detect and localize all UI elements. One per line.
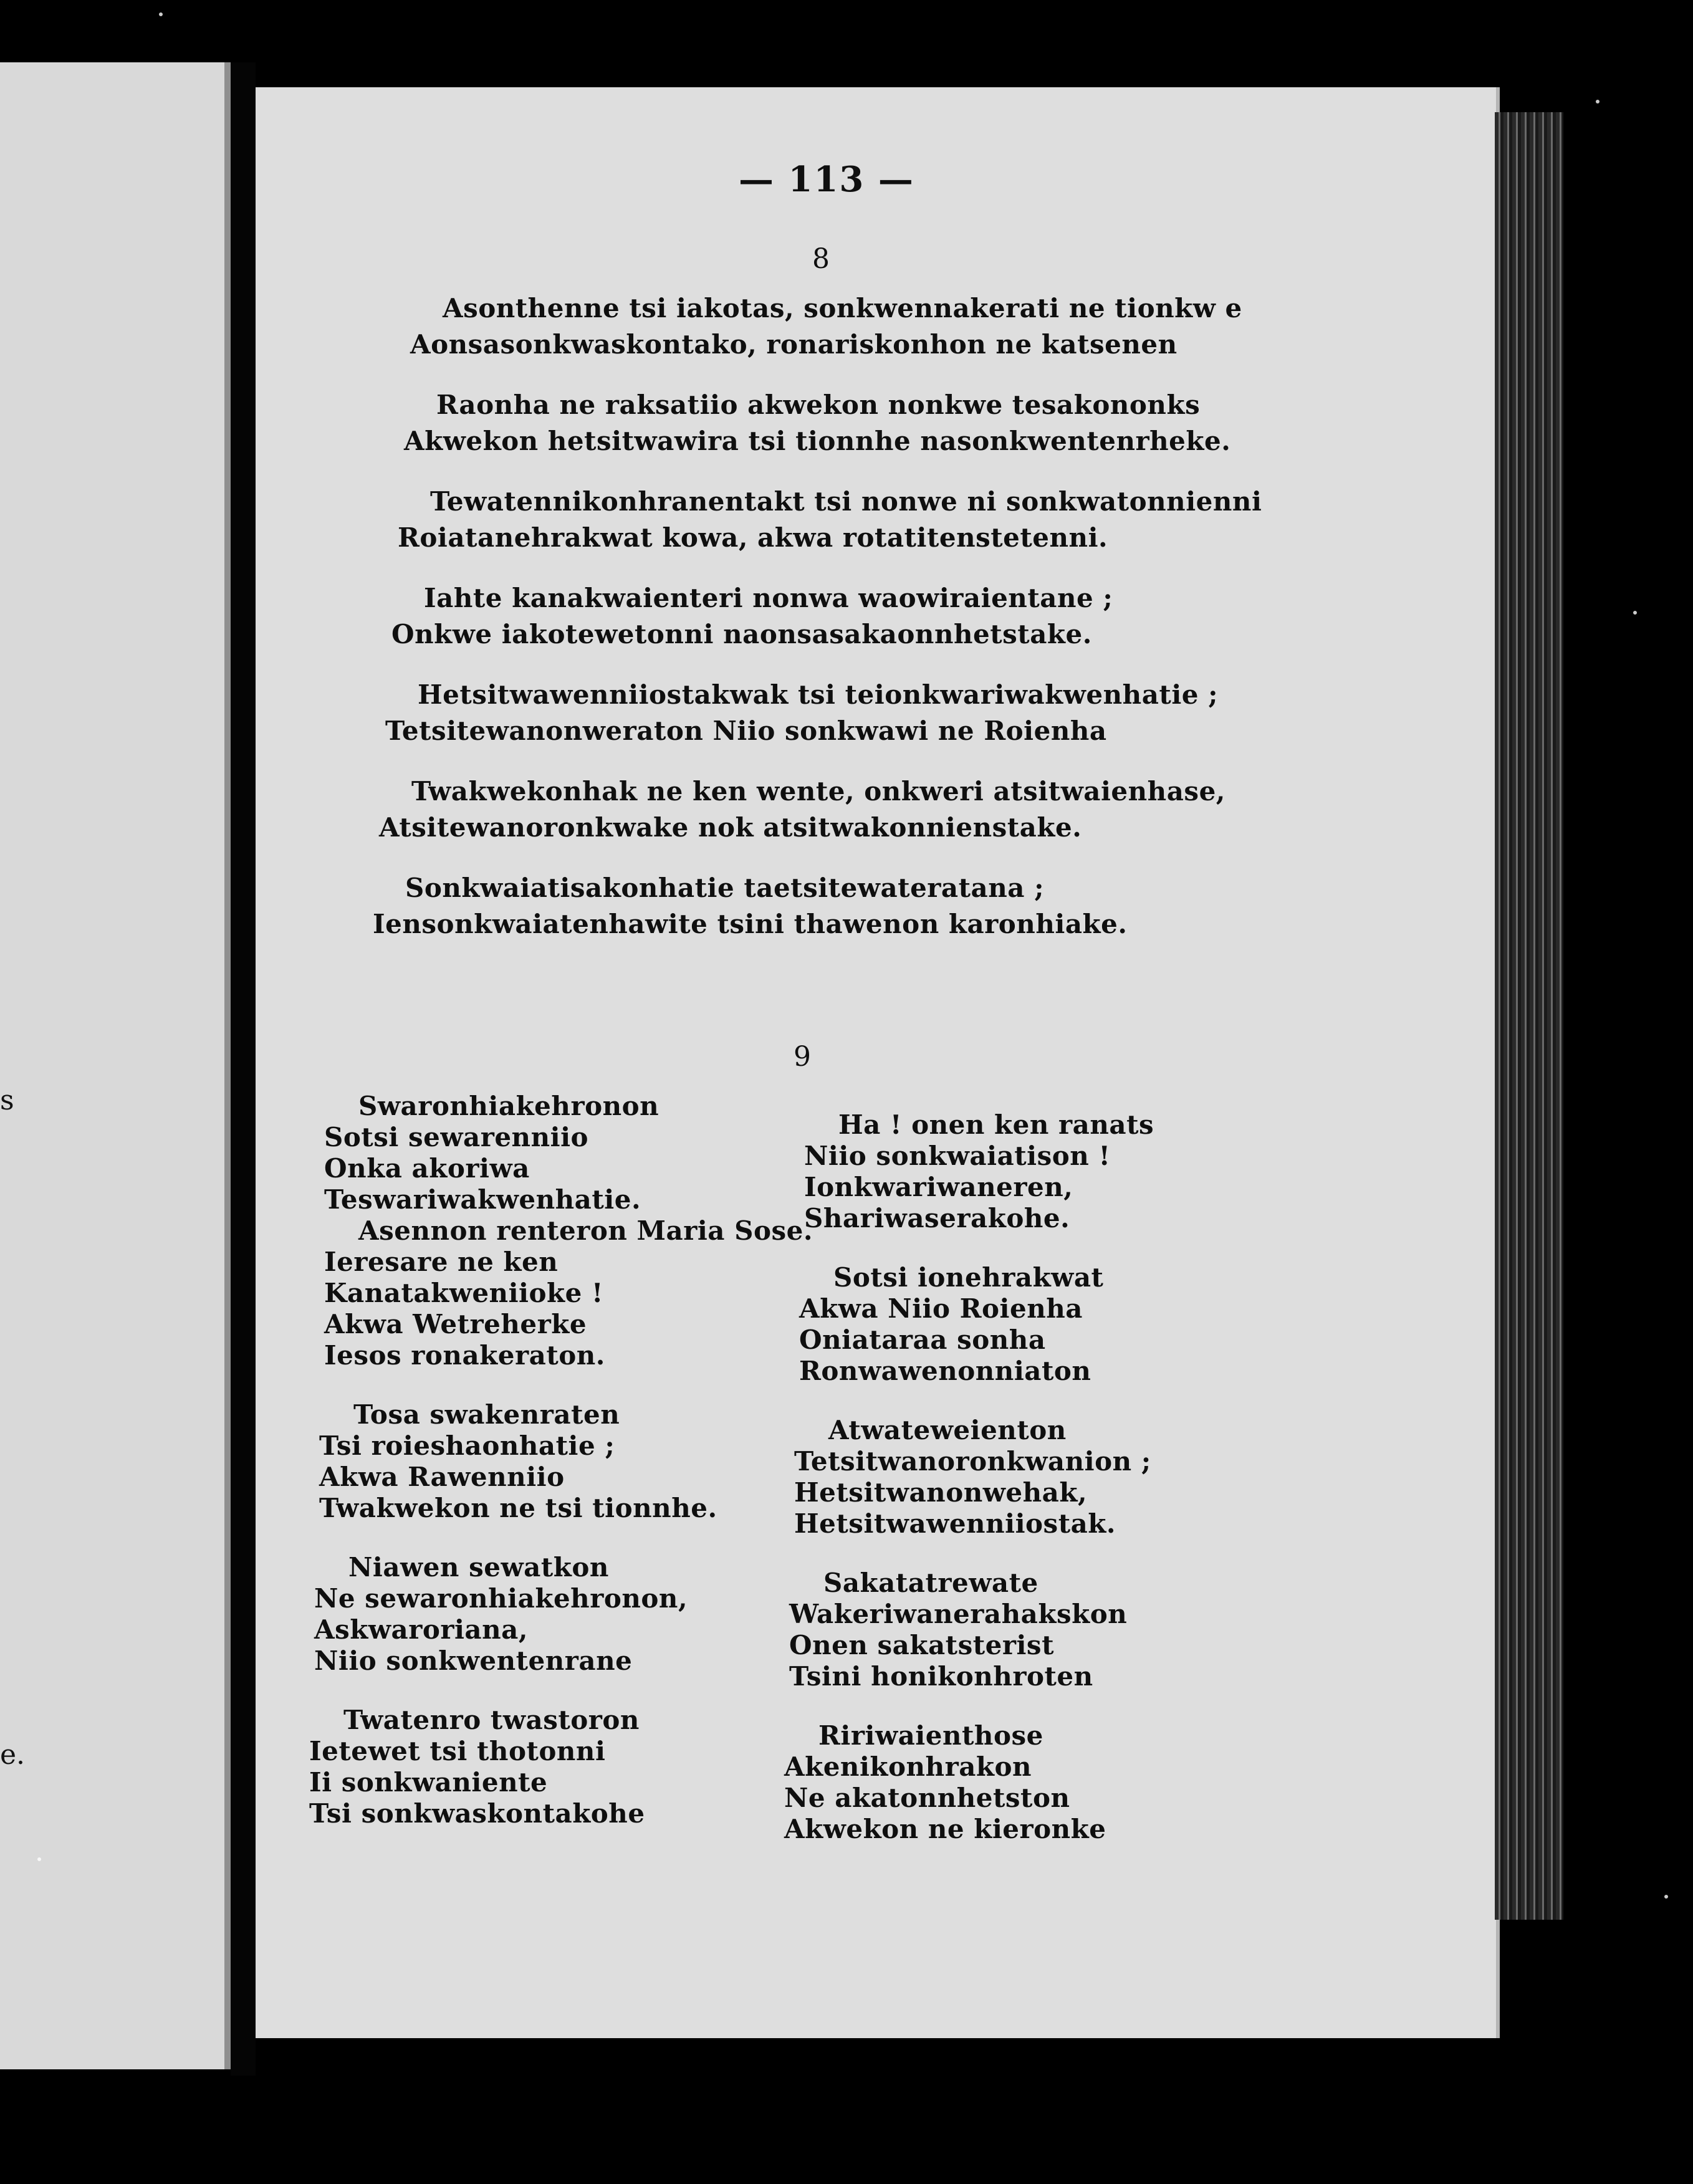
- left-page-fragment: s: [0, 1085, 14, 1116]
- stanza-line: Akwekon hetsitwawira tsi tionnhe nasonkwentenrheke.: [404, 426, 1231, 456]
- stanza-line: Onkwe iakotewetonni naonsasakaonnhetstake.: [391, 619, 1092, 649]
- verse-line: Ii sonkwaniente: [309, 1767, 548, 1798]
- stanza-line: Atsitewanoronkwake nok atsitwakonnienstake.: [379, 812, 1082, 843]
- verse-line: Tsini honikonhroten: [789, 1661, 1093, 1692]
- verse-line: Iesos ronakeraton.: [324, 1340, 605, 1371]
- book-page: [256, 87, 1500, 2038]
- verse-line: Ne akatonnhetston: [784, 1783, 1070, 1813]
- verse-line: Kanatakweniioke !: [324, 1278, 603, 1308]
- stanza-line: Iensonkwaiatenhawite tsini thawenon karonhiake.: [373, 909, 1128, 939]
- verse-line: Ietewet tsi thotonni: [309, 1736, 606, 1766]
- verse-line: Ronwawenonniaton: [799, 1356, 1091, 1386]
- verse-line: Onka akoriwa: [324, 1153, 530, 1184]
- verse-line: Onen sakatsterist: [789, 1630, 1054, 1660]
- stanza-line: Twakwekonhak ne ken wente, onkweri atsitwaienhase,: [411, 776, 1225, 807]
- verse-line: Niawen sewatkon: [348, 1552, 609, 1583]
- verse-line: Tosa swakenraten: [353, 1399, 620, 1430]
- stanza-line: Tetsitewanonweraton Niio sonkwawi ne Roienha: [385, 716, 1107, 746]
- verse-line: Oniataraa sonha: [799, 1324, 1046, 1355]
- verse-line: Teswariwakwenhatie.: [324, 1184, 641, 1215]
- stanza-line: Raonha ne raksatiio akwekon nonkwe tesakononks: [436, 390, 1201, 420]
- page-number: — 113 —: [739, 159, 914, 200]
- verse-line: Wakeriwanerahakskon: [789, 1599, 1128, 1629]
- verse-line: Sotsi sewarenniio: [324, 1122, 589, 1152]
- verse-line: Niio sonkwaiatison !: [804, 1141, 1111, 1171]
- verse-line: Tsi roieshaonhatie ;: [319, 1430, 615, 1461]
- verse-line: Ionkwariwaneren,: [804, 1172, 1073, 1202]
- scan-speck: [1633, 611, 1637, 615]
- verse-line: Akwekon ne kieronke: [784, 1814, 1106, 1844]
- left-page-fragment: e.: [0, 1739, 26, 1771]
- section-number-8: 8: [812, 243, 830, 275]
- stanza-line: Roiatanehrakwat kowa, akwa rotatitenstetenni.: [398, 522, 1108, 553]
- stanza-line: Sonkwaiatisakonhatie taetsitewateratana ;: [405, 873, 1045, 903]
- verse-line: Ne sewaronhiakehronon,: [314, 1583, 688, 1614]
- verse-line: Sakatatrewate: [823, 1568, 1038, 1598]
- verse-line: Asennon renteron Maria Sose.: [358, 1215, 813, 1246]
- scan-speck: [1596, 100, 1599, 103]
- verse-line: Hetsitwanonwehak,: [794, 1477, 1088, 1508]
- verse-line: Ririwaienthose: [818, 1720, 1043, 1751]
- scan-speck: [159, 12, 163, 16]
- verse-line: Twatenro twastoron: [343, 1705, 640, 1735]
- scan-speck: [37, 1857, 41, 1861]
- verse-line: Hetsitwawenniiostak.: [794, 1508, 1116, 1539]
- verse-line: Akwa Rawenniio: [319, 1462, 565, 1492]
- section-number-9: 9: [794, 1041, 811, 1073]
- verse-line: Atwateweienton: [828, 1415, 1067, 1445]
- verse-line: Tsi sonkwaskontakohe: [309, 1798, 645, 1829]
- verse-line: Twakwekon ne tsi tionnhe.: [319, 1493, 717, 1523]
- verse-line: Ha ! onen ken ranats: [838, 1109, 1154, 1140]
- verse-line: Ieresare ne ken: [324, 1247, 559, 1277]
- stanza-line: Tewatennikonhranentakt tsi nonwe ni sonkwatonnienni: [430, 486, 1262, 517]
- verse-line: Swaronhiakehronon: [358, 1091, 659, 1121]
- scan-speck: [1664, 1895, 1668, 1899]
- stanza-line: Aonsasonkwaskontako, ronariskonhon ne katsenen: [410, 329, 1177, 360]
- verse-line: Niio sonkwentenrane: [314, 1645, 633, 1676]
- stanza-line: Asonthenne tsi iakotas, sonkwennakerati ne tionkw e: [443, 293, 1242, 323]
- verse-line: Tetsitwanoronkwanion ;: [794, 1446, 1151, 1477]
- verse-line: Sotsi ionehrakwat: [833, 1262, 1104, 1293]
- verse-line: Akwa Wetreherke: [324, 1309, 587, 1339]
- verse-line: Shariwaserakohe.: [804, 1203, 1070, 1233]
- verse-line: Akwa Niio Roienha: [799, 1293, 1083, 1324]
- stanza-line: Iahte kanakwaienteri nonwa waowiraientane ;: [424, 583, 1113, 613]
- book-gutter: [231, 62, 256, 2076]
- verse-line: Askwaroriana,: [314, 1614, 529, 1645]
- left-page-edge: [0, 62, 231, 2069]
- page-edges-stack: [1495, 112, 1563, 1920]
- verse-line: Akenikonhrakon: [784, 1751, 1032, 1782]
- stanza-line: Hetsitwawenniiostakwak tsi teionkwariwakwenhatie ;: [418, 679, 1219, 710]
